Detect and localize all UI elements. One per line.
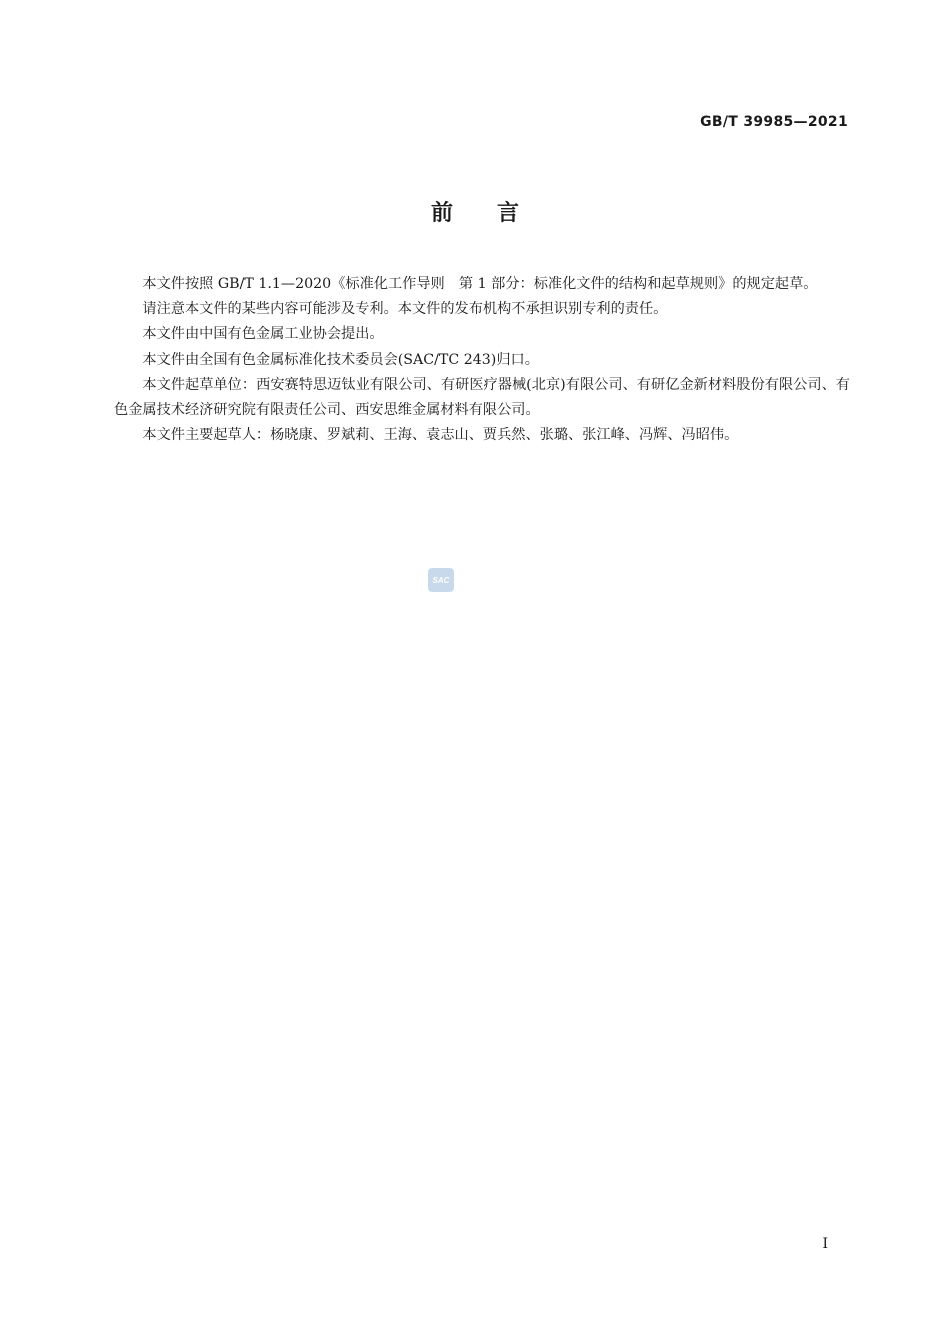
svg-text:SAC: SAC xyxy=(432,576,450,585)
paragraph-patent-notice: 请注意本文件的某些内容可能涉及专利。本文件的发布机构不承担识别专利的责任。 xyxy=(142,301,668,318)
paragraph-drafting-units: 本文件起草单位：西安赛特思迈钛业有限公司、有研医疗器械(北京)有限公司、有研亿金新材料股份有限公司、有色金属技术经济研究院有限责任公司、西安思维金属材料有限公司。 xyxy=(114,376,850,419)
paragraph-administrator: 本文件由全国有色金属标准化技术委员会(SAC/TC 243)归口。 xyxy=(142,351,539,368)
standard-number: GB/T 39985—2021 xyxy=(700,114,848,130)
paragraph-drafters: 本文件主要起草人：杨晓康、罗斌莉、王海、袁志山、贾兵然、张璐、张江峰、冯辉、冯昭伟。 xyxy=(142,427,739,444)
sac-logo-icon xyxy=(428,568,454,592)
paragraph-drafting-rule: 本文件按照 GB/T 1.1—2020《标准化工作导则 第 1 部分：标准化文件的结构和起草规则》的规定起草。 xyxy=(142,276,818,292)
page-number: I xyxy=(822,1236,828,1252)
sac-watermark-logo xyxy=(428,568,454,592)
page-title: 前 言 xyxy=(430,201,519,226)
paragraph-proposer: 本文件由中国有色金属工业协会提出。 xyxy=(142,326,384,343)
foreword-body xyxy=(114,272,850,448)
